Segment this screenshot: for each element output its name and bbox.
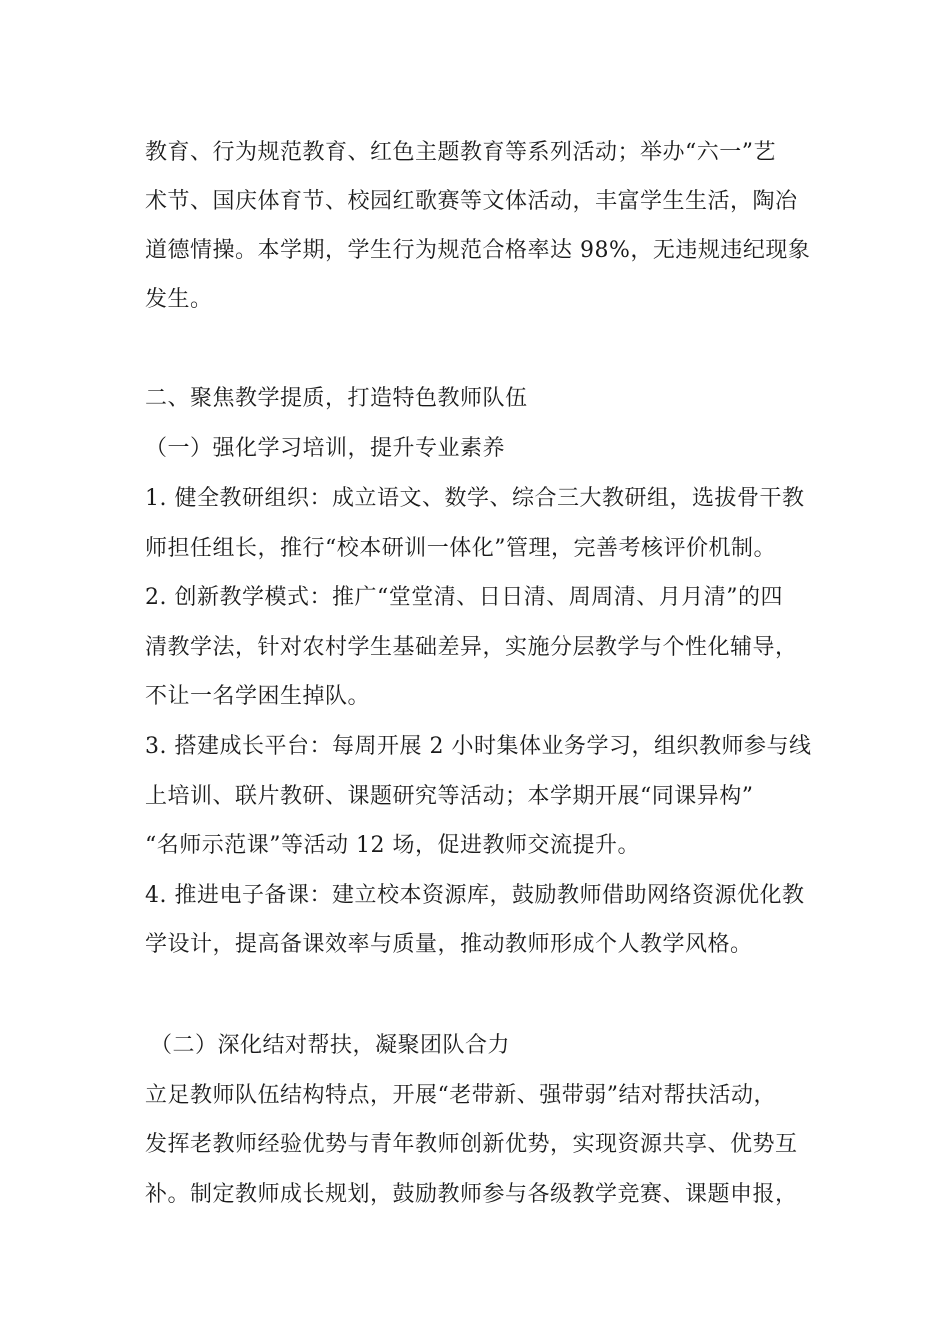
list-item-line: 上培训、联片教研、课题研究等活动；本学期开展“同课异构”	[145, 784, 754, 809]
subsection-heading: （一）强化学习培训，提升专业素养	[145, 436, 506, 461]
paragraph-line: 道德情操。本学期，学生行为规范合格率达 98%，无违规违纪现象	[145, 238, 811, 263]
paragraph-line: 术节、国庆体育节、校园红歌赛等文体活动，丰富学生生活，陶冶	[145, 189, 798, 214]
list-item-line: 不让一名学困生掉队。	[145, 684, 371, 709]
list-item-line: 清教学法，针对农村学生基础差异，实施分层教学与个性化辅导，	[145, 635, 798, 660]
subsection-heading: （二）深化结对帮扶，凝聚团队合力	[150, 1033, 511, 1058]
list-item-line: 3. 搭建成长平台：每周开展 2 小时集体业务学习，组织教师参与线	[145, 734, 812, 759]
paragraph-line: 发生。	[145, 287, 213, 312]
section-heading: 二、聚焦教学提质，打造特色教师队伍	[145, 386, 528, 411]
list-item-line: “名师示范课”等活动 12 场，促进教师交流提升。	[145, 833, 640, 858]
list-item-line: 4. 推进电子备课：建立校本资源库，鼓励教师借助网络资源优化教	[145, 883, 805, 908]
list-item-line: 1. 健全教研组织：成立语文、数学、综合三大教研组，选拔骨干教	[145, 486, 805, 511]
paragraph-line: 立足教师队伍结构特点，开展“老带新、强带弱”结对帮扶活动，	[145, 1083, 776, 1108]
list-item-line: 学设计，提高备课效率与质量，推动教师形成个人教学风格。	[145, 932, 753, 957]
paragraph-line: 发挥老教师经验优势与青年教师创新优势，实现资源共享、优势互	[145, 1132, 798, 1157]
list-item-line: 师担任组长，推行“校本研训一体化”管理，完善考核评价机制。	[145, 536, 776, 561]
list-item-line: 2. 创新教学模式：推广“堂堂清、日日清、周周清、月月清”的四	[145, 585, 783, 610]
paragraph-line: 教育、行为规范教育、红色主题教育等系列活动；举办“六一”艺	[145, 140, 776, 165]
paragraph-line: 补。制定教师成长规划，鼓励教师参与各级教学竞赛、课题申报，	[145, 1182, 798, 1207]
